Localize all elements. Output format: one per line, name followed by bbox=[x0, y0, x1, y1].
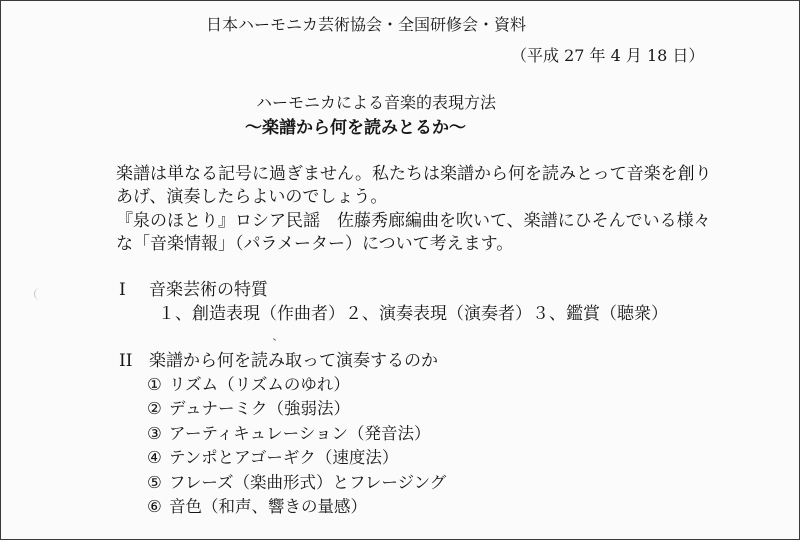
document-subtitle: ～楽譜から何を読みとるか～ bbox=[245, 118, 466, 138]
list-item bbox=[147, 497, 446, 521]
circled-number: ④ bbox=[147, 448, 162, 468]
scan-speck bbox=[273, 338, 276, 341]
circled-number: ② bbox=[147, 399, 162, 419]
scan-smudge bbox=[34, 288, 45, 300]
document-title: ハーモニカによる音楽的表現方法 bbox=[256, 93, 497, 112]
section-1-heading: 音楽芸術の特質 bbox=[149, 280, 268, 300]
circled-number: ⑥ bbox=[147, 496, 162, 516]
list-item bbox=[147, 399, 446, 423]
intro-line: な「音楽情報」（パラメーター）について考えます。 bbox=[116, 234, 514, 254]
intro-line: 『泉のほとり』ロシア民謡 佐藤秀廊編曲を吹いて、楽譜にひそんでいる様々 bbox=[116, 211, 711, 231]
intro-line: あげ、演奏したらよいのでしょう。 bbox=[116, 187, 388, 207]
list-item-text: アーティキュレーション（発音法） bbox=[169, 423, 431, 443]
list-item-text: デュナーミク（強弱法） bbox=[169, 399, 351, 419]
list-item bbox=[147, 375, 446, 399]
list-item-text: フレーズ（楽曲形式）とフレージング bbox=[169, 472, 447, 492]
section-2-number: II bbox=[119, 351, 133, 371]
list-item-text: テンポとアゴーギク（速度法） bbox=[169, 448, 399, 468]
section-1-body: １、創造表現（作曲者）２、演奏表現（演奏者）３、鑑賞（聴衆） bbox=[158, 304, 668, 324]
section-2-heading: 楽譜から何を読み取って演奏するのか bbox=[149, 351, 438, 371]
circled-number: ③ bbox=[147, 423, 162, 443]
list-item-text: 音色（和声、響きの量感） bbox=[169, 496, 367, 516]
organization-header: 日本ハーモニカ芸術協会・全国研修会・資料 bbox=[206, 15, 527, 34]
list-item bbox=[147, 424, 446, 448]
circled-number: ① bbox=[147, 375, 162, 394]
circled-number: ⑤ bbox=[147, 472, 162, 492]
list-item bbox=[147, 473, 446, 497]
parameter-list bbox=[147, 375, 446, 521]
section-1-number: I bbox=[119, 280, 126, 300]
list-item-text: リズム（リズムのゆれ） bbox=[169, 375, 350, 394]
list-item bbox=[147, 448, 446, 472]
document-date: （平成 27 年 4 月 18 日） bbox=[511, 46, 705, 65]
intro-line: 楽譜は単なる記号に過ぎません。私たちは楽譜から何を読みとって音楽を創り bbox=[116, 164, 712, 184]
